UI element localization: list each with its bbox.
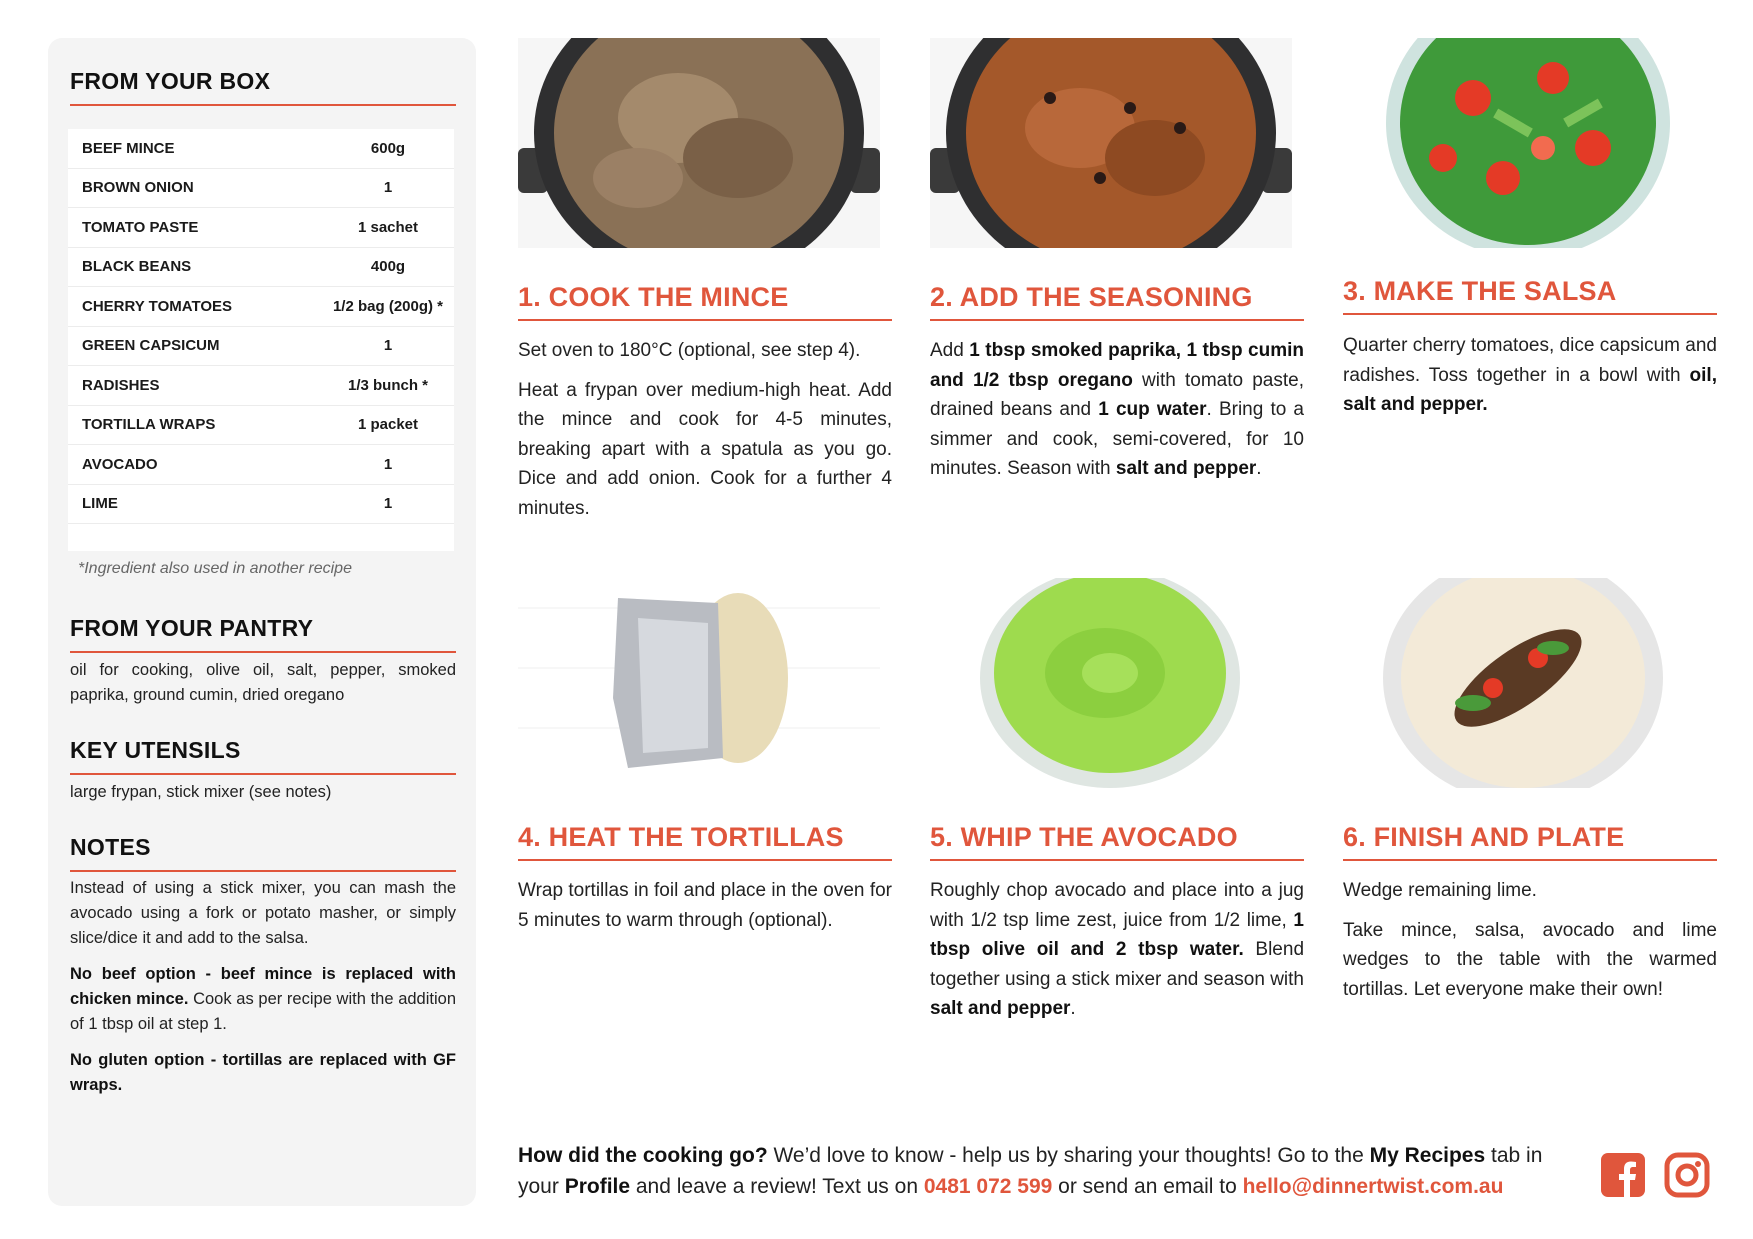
no-gluten-option: No gluten option - tortillas are replaced with GF wraps. bbox=[70, 1051, 456, 1094]
utensils-text: large frypan, stick mixer (see notes) bbox=[70, 783, 332, 801]
ingredient-row bbox=[68, 366, 454, 406]
ingredient-quantity: 1/3 bunch * bbox=[347, 376, 429, 394]
ingredient-name: CHERRY TOMATOES bbox=[82, 297, 233, 315]
step-5-paragraph: Roughly chop avocado and place into a jug with 1/2 tsp lime zest, juice from 1/2 lime, 1 tbsp olive oil and 2 tbsp water. Blend together using a stick mixer and season with salt and pepper. bbox=[930, 880, 1305, 1019]
step-2-paragraph: Add 1 tbsp smoked paprika, 1 tbsp cumin and 1/2 tbsp oregano with tomato paste, drained beans and 1 cup water. Bring to a simmer and cook, semi-covered, for 10 minutes. Season with salt and pepper. bbox=[930, 340, 1304, 479]
step-5-text bbox=[930, 876, 1304, 1034]
ingredient-quantity: 1 packet bbox=[357, 416, 419, 434]
email-link[interactable]: hello@dinnertwist.com.au bbox=[1242, 1175, 1504, 1198]
profile-link: Profile bbox=[564, 1175, 631, 1198]
ingredient-row bbox=[68, 208, 454, 248]
pantry-text: oil for cooking, olive oil, salt, pepper, smoked paprika, ground cumin, dried oregano bbox=[70, 661, 456, 704]
from-your-box-heading: FROM YOUR BOX bbox=[70, 68, 456, 106]
ingredient-row bbox=[68, 406, 454, 446]
ingredient-name: BROWN ONION bbox=[82, 179, 194, 197]
ingredient-name: RADISHES bbox=[82, 376, 160, 394]
step-3-photo bbox=[1343, 38, 1705, 248]
step-4-paragraph: Wrap tortillas in foil and place in the oven for 5 minutes to warm through (optional). bbox=[518, 880, 892, 931]
ingredient-name: TORTILLA WRAPS bbox=[82, 416, 216, 434]
ingredient-row bbox=[68, 287, 454, 327]
no-beef-option: No beef option - beef mince is replaced with chicken mince. bbox=[70, 965, 456, 1008]
ingredient-footnote: *Ingredient also used in another recipe bbox=[78, 560, 352, 577]
ingredient-quantity: 1 bbox=[383, 495, 393, 513]
ingredient-quantity: 1 bbox=[383, 455, 393, 473]
step-1-paragraph-2: Heat a frypan over medium-high heat. Add the mince and cook for 4-5 minutes, breaking apart with a spatula as you go. Dice and add onion. Cook for a further 4 minutes. bbox=[518, 379, 892, 519]
notes-paragraph-3 bbox=[70, 1048, 456, 1098]
facebook-icon[interactable] bbox=[1600, 1152, 1646, 1203]
notes-paragraph-1: Instead of using a stick mixer, you can mash the avocado using a fork or potato masher, or simply slice/dice it and add to the salsa. bbox=[70, 879, 456, 947]
step-5-photo bbox=[930, 578, 1292, 788]
step-4-photo bbox=[518, 578, 880, 788]
step-6-photo bbox=[1343, 578, 1705, 788]
phone-number[interactable]: 0481 072 599 bbox=[923, 1175, 1053, 1198]
ingredient-name: LIME bbox=[82, 495, 118, 513]
my-recipes-link: My Recipes bbox=[1369, 1144, 1486, 1167]
step-3-paragraph: Quarter cherry tomatoes, dice capsicum and radishes. Toss together in a bowl with oil, salt and pepper. bbox=[1343, 335, 1717, 415]
instagram-icon[interactable] bbox=[1664, 1152, 1710, 1203]
ingredient-name: GREEN CAPSICUM bbox=[82, 337, 220, 355]
ingredient-name: BEEF MINCE bbox=[82, 139, 175, 157]
notes-paragraph-2 bbox=[70, 962, 456, 1037]
feedback-footer: How did the cooking go? We’d love to know - help us by sharing your thoughts! Go to the My Recipes tab in your Profile and leave a review! Text us on 0481 072 599 or send an email to hello@dinnertwist.com.au bbox=[518, 1144, 1543, 1198]
footer-question: How did the cooking go? bbox=[518, 1144, 768, 1167]
step-6-paragraph-1: Wedge remaining lime. bbox=[1343, 880, 1537, 901]
step-3-title: 3. MAKE THE SALSA bbox=[1343, 276, 1717, 315]
step-1-paragraph-1: Set oven to 180°C (optional, see step 4). bbox=[518, 340, 861, 361]
step-1-text bbox=[518, 336, 892, 533]
ingredient-row bbox=[68, 445, 454, 485]
step-2-title: 2. ADD THE SEASONING bbox=[930, 282, 1304, 321]
step-1-title: 1. COOK THE MINCE bbox=[518, 282, 892, 321]
step-3-text bbox=[1343, 331, 1717, 430]
key-utensils-heading: KEY UTENSILS bbox=[70, 737, 456, 775]
step-5-title: 5. WHIP THE AVOCADO bbox=[930, 822, 1304, 861]
ingredient-name: AVOCADO bbox=[82, 455, 158, 473]
ingredient-quantity: 1/2 bag (200g) * bbox=[332, 297, 444, 315]
step-6-text bbox=[1343, 876, 1717, 1014]
ingredient-name: TOMATO PASTE bbox=[82, 218, 199, 236]
ingredient-quantity: 1 bbox=[383, 179, 393, 197]
ingredient-quantity: 1 sachet bbox=[357, 218, 419, 236]
ingredient-quantity: 600g bbox=[370, 139, 406, 157]
step-1-photo bbox=[518, 38, 880, 248]
notes-heading: NOTES bbox=[70, 834, 456, 872]
no-beef-detail: Cook as per recipe with the addition of 1 tbsp oil at step 1. bbox=[70, 990, 456, 1033]
ingredient-name: BLACK BEANS bbox=[82, 258, 192, 276]
from-your-pantry-heading: FROM YOUR PANTRY bbox=[70, 615, 456, 653]
step-4-title: 4. HEAT THE TORTILLAS bbox=[518, 822, 892, 861]
step-4-text bbox=[518, 876, 892, 945]
step-2-text bbox=[930, 336, 1304, 494]
ingredient-row bbox=[68, 485, 454, 525]
ingredient-quantity: 1 bbox=[383, 337, 393, 355]
sidebar bbox=[48, 38, 476, 1206]
step-6-paragraph-2: Take mince, salsa, avocado and lime wedges to the table with the warmed tortillas. Let everyone make their own! bbox=[1343, 919, 1717, 1000]
ingredient-row bbox=[68, 327, 454, 367]
ingredient-row bbox=[68, 248, 454, 288]
step-6-title: 6. FINISH AND PLATE bbox=[1343, 822, 1717, 861]
ingredient-row bbox=[68, 169, 454, 209]
step-2-photo bbox=[930, 38, 1292, 248]
ingredients-table bbox=[68, 129, 454, 551]
ingredient-quantity: 400g bbox=[370, 258, 406, 276]
ingredient-row bbox=[68, 129, 454, 169]
